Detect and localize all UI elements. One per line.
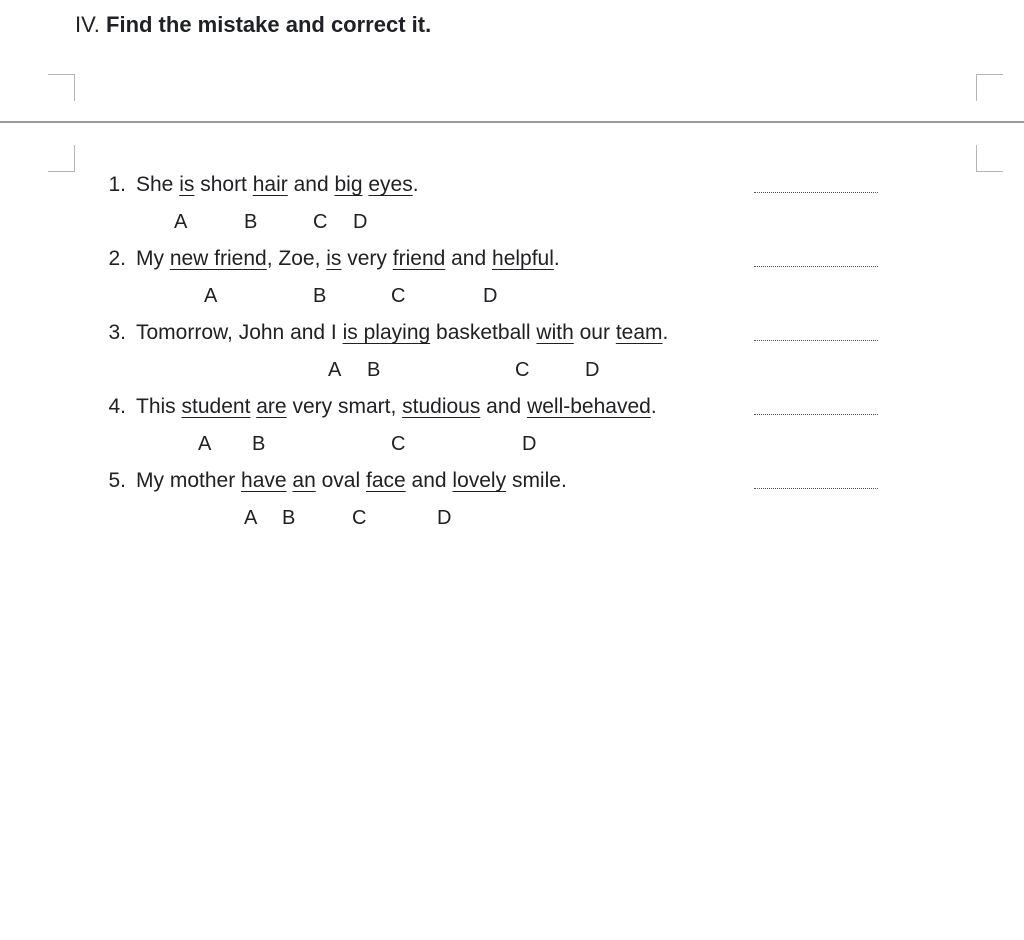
option-label-d: D [522, 433, 537, 455]
question-5 [108, 467, 567, 495]
question-2 [108, 245, 560, 273]
option-label-a: A [328, 359, 342, 381]
sentence-text: very smart, [286, 395, 403, 418]
option-label-b: B [313, 285, 327, 307]
sentence-text: This [136, 395, 182, 418]
underlined-option-a: student [181, 395, 251, 418]
question-4 [108, 393, 657, 421]
underlined-option-c: friend [392, 247, 446, 270]
question-number: 5. [108, 469, 126, 492]
margin-corner-top-right [976, 74, 1003, 101]
answer-blank-3[interactable] [754, 340, 878, 341]
option-label-c: C [391, 285, 406, 307]
sentence-text: . [662, 321, 669, 344]
underlined-option-c: studious [402, 395, 481, 418]
margin-corner-bottom-left [48, 145, 75, 172]
answer-blank-2[interactable] [754, 266, 878, 267]
sentence-text: and [445, 247, 493, 270]
sentence-text: She [136, 173, 180, 196]
margin-corner-top-left [48, 74, 75, 101]
underlined-option-b: an [292, 469, 316, 492]
sentence-text: My [136, 247, 170, 270]
sentence-text: short [194, 173, 253, 196]
underlined-option-c: face [365, 469, 406, 492]
question-number: 2. [108, 247, 126, 270]
sentence-text: smile. [506, 469, 567, 492]
option-label-a: A [244, 507, 258, 529]
sentence-text: . [650, 395, 657, 418]
page-break-line [0, 121, 1024, 123]
option-label-c: C [515, 359, 530, 381]
sentence-text: very [341, 247, 393, 270]
underlined-option-b: playing [363, 321, 431, 344]
underlined-option-c: big [334, 173, 363, 196]
answer-blank-5[interactable] [754, 488, 878, 489]
option-label-d: D [483, 285, 498, 307]
sentence-text: My mother [136, 469, 242, 492]
question-3 [108, 319, 669, 347]
underlined-option-a: is [179, 173, 195, 196]
question-number: 4. [108, 395, 126, 418]
underlined-option-a: is [342, 321, 358, 344]
option-label-a: A [198, 433, 212, 455]
sentence-text: Tomorrow, John and I [136, 321, 343, 344]
sentence-text: and [287, 173, 335, 196]
underlined-option-c: with [536, 321, 574, 344]
sentence-text: basketball [430, 321, 537, 344]
question-1 [108, 171, 419, 199]
sentence-text: and [480, 395, 528, 418]
option-label-d: D [353, 211, 368, 233]
underlined-option-b: hair [252, 173, 288, 196]
option-label-c: C [313, 211, 328, 233]
answer-blank-4[interactable] [754, 414, 878, 415]
question-number: 3. [108, 321, 126, 344]
option-label-b: B [282, 507, 296, 529]
section-heading [75, 11, 431, 39]
underlined-option-b: is [326, 247, 342, 270]
underlined-option-d: well-behaved [527, 395, 651, 418]
sentence-text: and [405, 469, 453, 492]
section-title: Find the mistake and correct it. [106, 12, 432, 37]
option-label-b: B [252, 433, 266, 455]
option-label-a: A [174, 211, 188, 233]
option-label-d: D [437, 507, 452, 529]
option-label-d: D [585, 359, 600, 381]
section-number: IV. [75, 12, 100, 37]
option-label-c: C [391, 433, 406, 455]
question-number: 1. [108, 173, 126, 196]
underlined-option-a: have [241, 469, 287, 492]
underlined-option-d: eyes [368, 173, 413, 196]
margin-corner-bottom-right [976, 145, 1003, 172]
underlined-option-d: team [615, 321, 663, 344]
sentence-text: . [412, 173, 419, 196]
option-label-c: C [352, 507, 367, 529]
answer-blank-1[interactable] [754, 192, 878, 193]
sentence-text: our [573, 321, 616, 344]
sentence-text: . [553, 247, 560, 270]
sentence-text: oval [315, 469, 366, 492]
underlined-option-a: new friend [169, 247, 267, 270]
option-label-b: B [367, 359, 381, 381]
underlined-option-b: are [256, 395, 287, 418]
underlined-option-d: helpful [492, 247, 554, 270]
underlined-option-d: lovely [452, 469, 507, 492]
sentence-text: , Zoe, [266, 247, 327, 270]
option-label-a: A [204, 285, 218, 307]
option-label-b: B [244, 211, 258, 233]
